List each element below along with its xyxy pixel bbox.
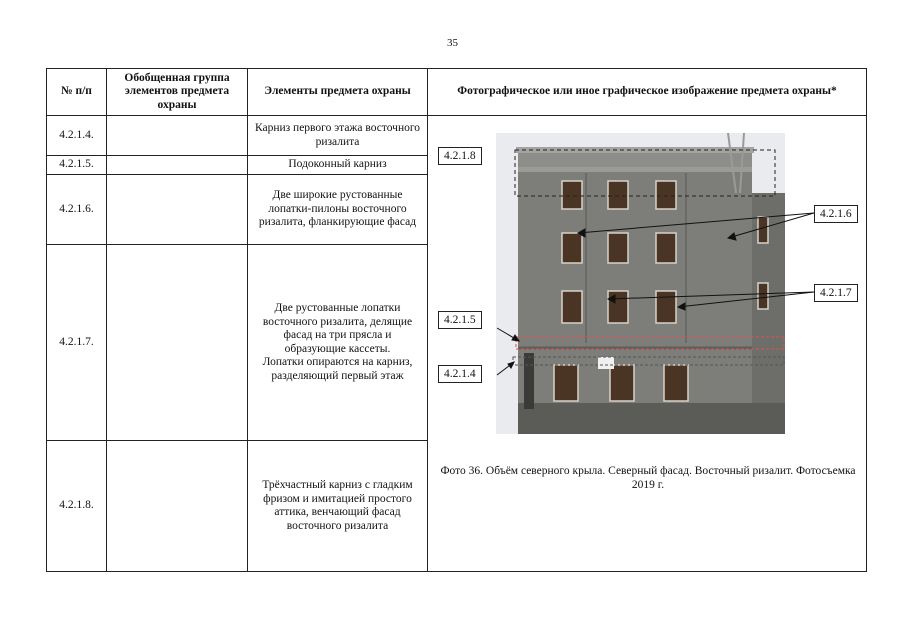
facade-drawing	[496, 133, 785, 434]
label-4-2-1-7: 4.2.1.7	[814, 284, 858, 302]
row-element	[248, 245, 428, 441]
row-group	[107, 441, 248, 572]
row-num: 4.2.1.8.	[47, 441, 107, 572]
row-num: 4.2.1.7.	[47, 245, 107, 441]
element-line: Лопатки опираются на карниз, разделяющий первый этаж	[262, 356, 413, 382]
photo-caption: Фото 36. Объём северного крыла. Северный фасад. Восточный ризалит. Фотосъемка 2019 г.	[440, 465, 856, 491]
label-4-2-1-4: 4.2.1.4	[438, 365, 482, 383]
table-header-row	[47, 69, 867, 116]
element-line: Две рустованные лопатки восточного ризалита, делящие фасад на три прясла и образующие кассеты.	[262, 302, 413, 355]
row-num: 4.2.1.6.	[47, 175, 107, 245]
row-num: 4.2.1.5.	[47, 156, 107, 175]
row-element: Две широкие рустованные лопатки-пилоны восточного ризалита, фланкирующие фасад	[248, 175, 428, 245]
building-photo	[496, 133, 785, 434]
table-row	[47, 116, 867, 156]
row-group	[107, 156, 248, 175]
label-4-2-1-8: 4.2.1.8	[438, 147, 482, 165]
label-4-2-1-6: 4.2.1.6	[814, 205, 858, 223]
header-group: Обобщенная группа элементов предмета охраны	[107, 69, 248, 116]
header-image: Фотографическое или иное графическое изображение предмета охраны*	[428, 69, 867, 116]
page-number: 35	[447, 37, 458, 49]
row-group	[107, 175, 248, 245]
row-group	[107, 116, 248, 156]
header-num: № п/п	[47, 69, 107, 116]
row-group	[107, 245, 248, 441]
row-num: 4.2.1.4.	[47, 116, 107, 156]
photo-figure	[428, 116, 865, 576]
protection-items-table	[46, 68, 867, 572]
header-elements: Элементы предмета охраны	[248, 69, 428, 116]
row-element: Трёхчастный карниз с гладким фризом и имитацией простого аттика, венчающий фасад восточного ризалита	[248, 441, 428, 572]
photo-cell	[428, 116, 867, 572]
row-element: Карниз первого этажа восточного ризалита	[248, 116, 428, 156]
row-element: Подоконный карниз	[248, 156, 428, 175]
label-4-2-1-5: 4.2.1.5	[438, 311, 482, 329]
